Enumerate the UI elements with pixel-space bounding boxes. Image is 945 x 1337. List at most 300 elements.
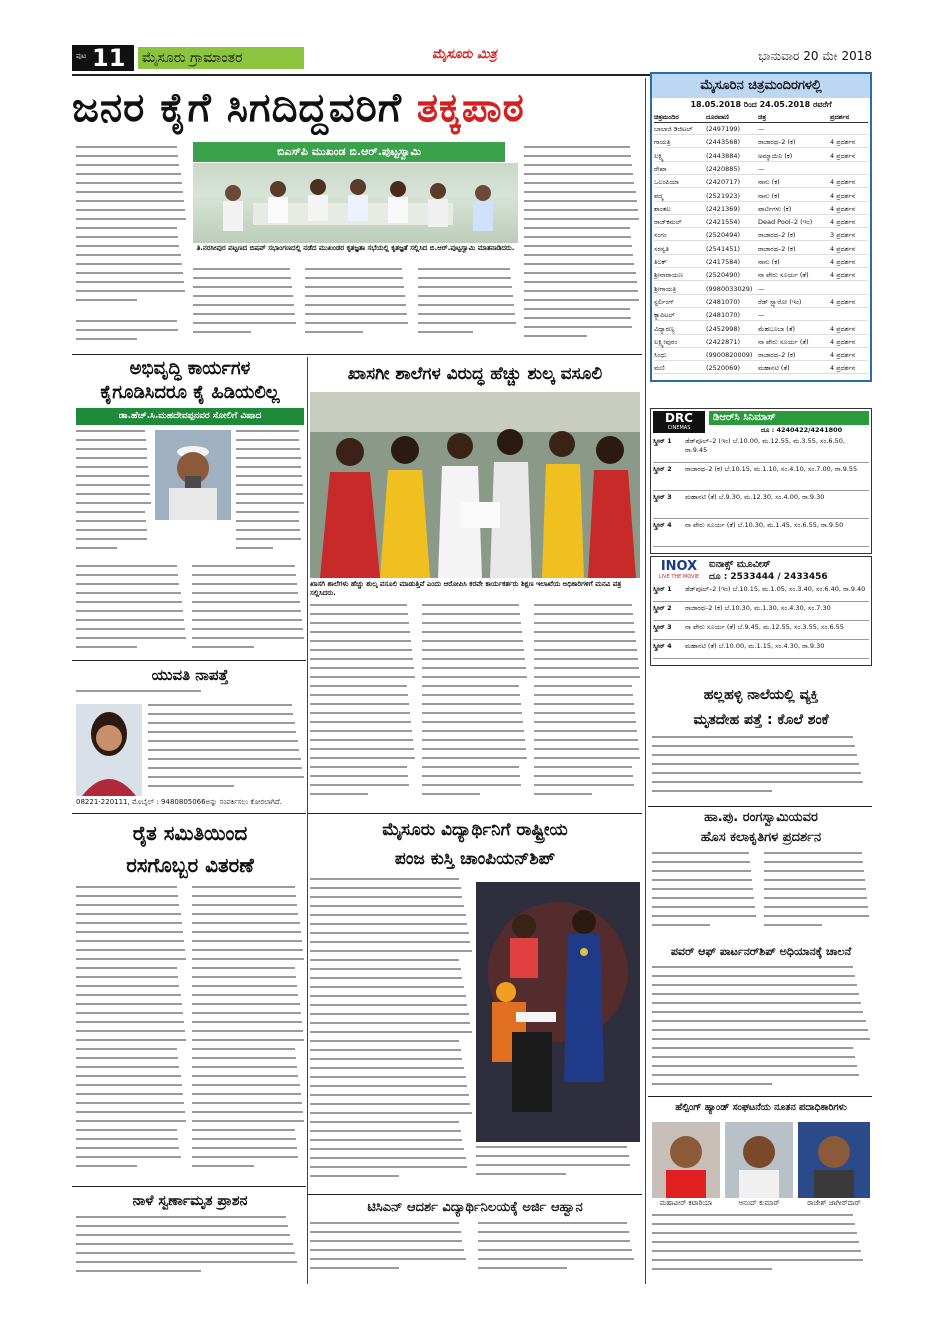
text-line (192, 994, 298, 996)
text-line (652, 861, 750, 863)
cinema-cell-phone: (2421369) (706, 204, 741, 213)
text-line (76, 904, 179, 906)
inox-screen-row (653, 642, 869, 659)
cinema-cell-film: ರೆಡ್ ಸ್ಪ್ಯಾರೋ (ಇಂ) (758, 297, 802, 306)
text-line (76, 547, 117, 549)
text-line (76, 173, 181, 175)
cinema-cell-phone: (9980033029) (706, 284, 753, 293)
text-line (76, 439, 146, 441)
cinema-cell-theatre: ಶಾಂತಲ (654, 204, 671, 213)
inox-logo (653, 559, 705, 583)
text-line (76, 967, 177, 969)
text-line (652, 879, 752, 881)
text-line (534, 721, 636, 723)
lead-headline-black: ಜನರ ಕೈಗೆ ಸಿಗದಿದ್ದವರಿಗೆ (72, 85, 417, 131)
text-line (76, 1120, 186, 1122)
text-line (422, 649, 524, 651)
text-line (76, 646, 137, 648)
text-line (534, 784, 634, 786)
text-line (524, 254, 633, 256)
text-line (76, 994, 181, 996)
inox-screen-text: ನಾ ಪೇರು ಸೂರ್ಯ (ತೆ) ಬೆ.9.45, ಮ.12.55, ಸಂ.3.55, ಸಂ.6.55 (685, 623, 844, 631)
text-line (534, 766, 632, 768)
text-line (422, 604, 519, 606)
text-line (192, 931, 301, 933)
col-film: ಚಿತ್ರ (758, 113, 767, 121)
text-line (76, 209, 185, 211)
cinema-cell-phone: (2520069) (706, 364, 741, 373)
text-line (192, 913, 298, 915)
text-line (76, 281, 184, 283)
text-line (534, 676, 640, 678)
cinema-row (654, 204, 868, 215)
text-line (236, 520, 299, 522)
helping-name-1: ಮಹಾವೀರ್ ಕಟಾರಿಯಾ (659, 1199, 713, 1207)
text-line (418, 286, 512, 288)
text-line (310, 631, 410, 633)
text-line (652, 1214, 853, 1216)
cinema-title: ಮೈಸೂರಿನ ಚಿತ್ರಮಂದಿರಗಳಲ್ಲಿ (652, 74, 870, 98)
drc-screen-text: ನಾ ಪೇರು ಸೂರ್ಯ (ತೆ) ಬೆ.10.30, ಮ.1.45, ಸಂ.6.55, ರಾ.9.50 (685, 521, 844, 529)
lead-photo-art (193, 163, 518, 243)
text-line (310, 995, 466, 997)
text-line (652, 1223, 855, 1225)
text-line (76, 1075, 181, 1077)
cinema-cell-theatre: ಪದ್ಮ (654, 191, 664, 200)
text-line (193, 295, 293, 297)
text-line (192, 976, 296, 978)
dev-portrait-art (155, 430, 231, 520)
text-line (310, 986, 464, 988)
text-line (192, 1030, 303, 1032)
text-line (310, 667, 414, 669)
text-line (534, 613, 633, 615)
dev-portrait (155, 430, 231, 520)
text-line (652, 852, 749, 854)
champion-headline-2: ಪಂಜ ಕುಸ್ತಿ ಚಾಂಪಿಯನ್‌ಶಿಪ್ (394, 849, 556, 869)
text-line (193, 331, 251, 333)
dev-headline-2: ಕೈಗೂಡಿಸಿದರೂ ಕೈ ಹಿಡಿಯಲಿಲ್ಲ (100, 382, 280, 403)
text-line (76, 1012, 183, 1014)
text-line (310, 775, 408, 777)
drc-logo (653, 411, 705, 433)
missing-headline: ಯುವತಿ ನಾಪತ್ತೆ (151, 666, 229, 684)
text-line (310, 1231, 461, 1233)
helping-photo-2-art (725, 1122, 793, 1198)
text-line (652, 897, 754, 899)
cinema-cell-phone: (2497199) (706, 125, 741, 133)
farmer-column-1 (76, 886, 186, 1182)
text-line (193, 268, 290, 270)
text-line (305, 322, 408, 324)
text-line (310, 1058, 462, 1060)
cinema-cell-theatre: ರಾಜ್‌ಕಮಲ್ (654, 218, 682, 227)
text-line (310, 694, 408, 696)
text-line (652, 906, 755, 908)
halli-text (652, 736, 870, 802)
dev-column-3 (76, 565, 186, 655)
tcn-headline: ಟಿಸಿಎನ್ ಆದರ್ಶ ವಿದ್ಯಾರ್ಥಿನಿಲಯಕ್ಕೆ ಅರ್ಜಿ ಆಹ್ವಾನ (367, 1200, 583, 1215)
cinema-row (654, 363, 868, 374)
text-line (305, 304, 406, 306)
text-line (192, 1093, 301, 1095)
cinema-cell-film: — (758, 164, 765, 173)
text-line (422, 703, 521, 705)
inox-box (650, 556, 872, 666)
lead-caption: ತಿ.ನರಸೀಪುರ ಪಟ್ಟಣದ ಬಿಷಪ್ ಸಭಾಂಗಣದಲ್ಲಿ ನಡೆದ ಮುಖಂಡರ ಕೃತಜ್ಞತಾ ಸಭೆಯಲ್ಲಿ ಕೃತಜ್ಞತೆ ಸಲ್ಲಿಸಿದ ಬಿ.ಆರ್.ಪುಟ್ಟಸ್ವಾಮಿ ಮಾತನಾಡಿದರು. (196, 244, 515, 252)
text-line (310, 1076, 466, 1078)
cinema-cell-shows: 4 ಪ್ರದರ್ಶನ (830, 364, 856, 373)
text-line (764, 861, 863, 863)
text-line (652, 870, 751, 872)
text-line (76, 628, 185, 630)
text-line (192, 610, 301, 612)
right-column-divider (645, 78, 646, 1284)
text-line (305, 331, 363, 333)
text-line (422, 775, 520, 777)
cinema-cell-theatre: ಸಂಗಂ (654, 231, 667, 240)
cinema-cell-film: — (758, 311, 765, 320)
text-line (192, 1066, 297, 1068)
inox-screen-row (653, 623, 869, 640)
cinema-cell-theatre: ಗಾಯತ್ರಿ (654, 138, 671, 147)
text-line (422, 748, 526, 750)
text-line (76, 263, 182, 265)
col-phone: ದೂರವಾಣಿ (706, 113, 729, 121)
cinema-row (654, 350, 868, 361)
text-line (236, 511, 299, 513)
text-line (764, 897, 867, 899)
text-line (310, 1148, 464, 1150)
fees-caption: ಖಾಸಗಿ ಶಾಲೆಗಳು ಹೆಚ್ಚು ಶುಲ್ಕ ವಸೂಲಿ ಮಾಡುತ್ತಿವೆ ಎಂದು ಆರೋಪಿಸಿ ಕರವೇ ಕಾರ್ಯಕರ್ತರು ಶಿಕ್ಷಣ ಇಲಾಖೆಯ ಅಧಿಕಾರಿಗಳಿಗೆ ಮನವಿ ಪತ್ರ ಸಲ್ಲಿಸಿದರು. (310, 580, 622, 597)
text-line (524, 218, 639, 220)
inox-screen-row (653, 604, 869, 621)
dev-column-2 (236, 430, 304, 560)
helping-photo-3 (798, 1122, 870, 1198)
text-line (310, 703, 409, 705)
text-line (192, 949, 303, 951)
text-line (310, 739, 413, 741)
dev-column-4 (192, 565, 304, 655)
cinema-cell-theatre: ಲಕ್ಷ್ಮೀಪುರಂ (654, 337, 678, 346)
cinema-cell-film: — (758, 284, 765, 293)
text-line (652, 975, 855, 977)
missing-photo (76, 704, 142, 796)
cinema-cell-theatre: ಸರಸ್ವತಿ (654, 244, 669, 253)
cinema-cell-film: ನಾನು (ಕ) (758, 191, 780, 200)
cinema-cell-shows: 4 ಪ್ರದರ್ಶನ (830, 324, 856, 333)
text-line (76, 690, 201, 692)
cinema-cell-shows: 4 ಪ್ರದರ್ಶನ (830, 258, 856, 266)
text-line (192, 583, 297, 585)
text-line (76, 218, 186, 220)
text-line (652, 1029, 868, 1031)
text-line (422, 730, 524, 732)
cinema-cell-theatre: ಮಣಿ (654, 364, 665, 373)
inox-logo-sub: LIVE THE MOVIE (658, 574, 700, 580)
drc-screen-label: ಸ್ಕ್ರೀನ್ 2 (653, 465, 672, 473)
text-line (76, 601, 182, 603)
text-line (76, 1102, 184, 1104)
text-line (76, 538, 147, 540)
helping-text (652, 1214, 870, 1284)
text-line (652, 790, 772, 792)
lead-kicker: ಬಿಎಸ್‌ಪಿ ಮುಖಂಡ ಬಿ.ಆರ್.ಪುಟ್ಟಸ್ವಾಮಿ (193, 142, 505, 162)
drc-screen-row (653, 437, 869, 463)
text-line (422, 757, 527, 759)
champion-photo-art (476, 882, 640, 1142)
text-line (236, 538, 301, 540)
text-line (534, 622, 634, 624)
cinema-cell-phone: (9900820009) (706, 351, 753, 360)
text-line (192, 1129, 295, 1131)
text-line (310, 730, 412, 732)
text-line (652, 1083, 772, 1085)
text-line (652, 1020, 866, 1022)
text-line (310, 784, 409, 786)
missing-contact: 08221-220111, ಮೊಬೈಲ್ : 9480805066ಅನ್ನು ಸಂಪರ್ಕಿಸಲು ಕೋರಲಾಗಿದೆ. (76, 798, 282, 806)
issue-date: ಭಾನುವಾರ 20 ಮೇ 2018 (758, 49, 872, 63)
text-line (418, 295, 513, 297)
text-line (310, 604, 407, 606)
text-line (193, 313, 295, 315)
champion-column-2 (476, 1146, 640, 1190)
text-line (310, 950, 472, 952)
text-line (76, 1243, 293, 1245)
lead-headline (72, 80, 642, 136)
text-line (76, 200, 184, 202)
drc-screens (653, 437, 869, 551)
text-line (192, 1147, 297, 1149)
text-line (478, 1267, 567, 1269)
text-line (76, 565, 177, 567)
inox-screen-label: ಸ್ಕ್ರೀನ್ 4 (653, 642, 672, 650)
text-line (148, 713, 293, 715)
text-line (310, 905, 464, 907)
text-line (422, 613, 520, 615)
cinema-cell-film: ರಾಜಾರಥ–2 (ಕ) (758, 351, 796, 360)
text-line (76, 320, 177, 322)
text-line (310, 613, 408, 615)
text-line (192, 904, 297, 906)
text-line (76, 985, 179, 987)
fees-column-1 (310, 604, 415, 809)
helping-headline: ಹೆಲ್ಪಿಂಗ್ ಹ್ಯಾಂಡ್ ಸಂಘಟನೆಯ ನೂತನ ಪದಾಧಿಕಾರಿಗಳು (675, 1102, 847, 1113)
cinema-cell-phone: (2421554) (706, 218, 741, 227)
cinema-cell-shows: 4 ಪ್ರದರ್ಶನ (830, 138, 856, 147)
text-line (148, 758, 301, 760)
farmer-headline-2: ರಸಗೊಬ್ಬರ ವಿತರಣೆ (126, 853, 254, 877)
missing-text (148, 704, 304, 796)
text-line (418, 313, 515, 315)
text-line (652, 924, 710, 926)
text-line (524, 209, 638, 211)
text-line (534, 631, 635, 633)
text-line (192, 574, 296, 576)
text-line (418, 322, 516, 324)
cinema-header (654, 112, 868, 123)
text-line (422, 685, 519, 687)
text-line (310, 1040, 459, 1042)
halli-headline-2: ಮೃತದೇಹ ಪತ್ತೆ : ಕೊಲೆ ಶಂಕೆ (693, 712, 829, 728)
text-line (524, 146, 630, 148)
text-line (418, 304, 514, 306)
text-line (534, 712, 635, 714)
text-line (534, 685, 632, 687)
cinema-row (654, 164, 868, 175)
centre-left-divider (307, 357, 308, 813)
art-column-2 (764, 852, 870, 938)
cinema-row (654, 151, 868, 162)
drc-screen-text: ಮಹಾನಟಿ (ತೆ) ಬೆ.9.30, ಮ.12.30, ಸಂ.4.00, ರಾ.9.30 (685, 493, 825, 501)
text-line (76, 475, 149, 477)
text-line (422, 712, 522, 714)
text-line (192, 565, 295, 567)
text-line (310, 896, 462, 898)
cinema-cell-phone: (2481070) (706, 297, 741, 306)
text-line (192, 1165, 254, 1167)
text-line (422, 694, 520, 696)
drc-screen-text: ಡೆಡ್‌ಪೂಲ್–2 (ಇಂ) ಬೆ.10.00, ಮ.12.55, ಮ.3.55, ಸಂ.6.50, ರಾ.9.45 (685, 437, 845, 454)
text-line (192, 985, 297, 987)
cinema-cell-film: ಅಮ್ಮಾಯಿನಿ (ಕ) (758, 151, 793, 160)
champion-bottom-rule (307, 1194, 642, 1195)
tcn-column-2 (478, 1222, 640, 1284)
text-line (652, 1038, 870, 1040)
text-line (310, 1022, 470, 1024)
cinema-row (654, 177, 868, 188)
art-headline-1: ಹಾ.ಪು. ರಂಗಸ್ವಾಮಿಯವರ (704, 810, 818, 825)
text-line (305, 313, 407, 315)
cinema-cell-theatre: ಸಿಂಧು (654, 351, 667, 360)
cinema-row (654, 310, 868, 321)
text-line (310, 1103, 470, 1105)
text-line (192, 1138, 296, 1140)
text-line (76, 1048, 177, 1050)
inox-screen-text: ಮಹಾನಟಿ (ತೆ) ಬೆ.10.00, ಮ.1.15, ಸಂ.4.30, ರಾ.9.30 (685, 642, 825, 650)
text-line (310, 1112, 472, 1114)
cinema-cell-phone: (2422871) (706, 337, 741, 346)
text-line (76, 1057, 178, 1059)
text-line (76, 520, 146, 522)
text-line (310, 887, 461, 889)
text-line (534, 730, 637, 732)
cinema-cell-shows: 4 ಪ್ರದರ್ಶನ (830, 244, 856, 253)
text-line (310, 649, 412, 651)
text-line (418, 331, 473, 333)
drc-screen-text: ರಾಜಾರಥ–2 (ಕ) ಬೆ.10.15, ಮ.1.10, ಸಂ.4.10, ಸಂ.7.00, ರಾ.9.55 (685, 465, 858, 473)
text-line (422, 739, 525, 741)
text-line (76, 290, 185, 292)
cinema-row (654, 191, 868, 202)
text-line (236, 475, 302, 477)
text-line (192, 1084, 300, 1086)
text-line (534, 748, 639, 750)
text-line (310, 977, 462, 979)
champion-column-1 (310, 878, 472, 1190)
cinema-cell-phone: (2443884) (706, 151, 741, 160)
text-line (524, 173, 633, 175)
text-line (524, 290, 638, 292)
text-line (76, 949, 185, 951)
cinema-cell-theatre: ತಿಲಕ್ (654, 258, 667, 266)
text-line (652, 781, 863, 783)
art-headline-2: ಹೊಸ ಕಲಾಕೃತಿಗಳ ಪ್ರದರ್ಶನ (700, 830, 822, 845)
text-line (76, 493, 150, 495)
text-line (192, 895, 296, 897)
text-line (524, 317, 631, 319)
text-line (76, 922, 182, 924)
cinema-cell-theatre: ಲಕ್ಷ್ಮಿ (654, 151, 664, 160)
text-line (310, 1249, 464, 1251)
text-line (305, 295, 405, 297)
text-line (534, 694, 633, 696)
cinema-cell-theatre: ಕ್ಯಾಪಿಟಲ್ (654, 311, 675, 320)
text-line (305, 268, 402, 270)
text-line (310, 932, 469, 934)
text-line (76, 592, 181, 594)
text-line (192, 1075, 298, 1077)
text-line (652, 1241, 859, 1243)
text-line (76, 299, 137, 301)
text-line (192, 1012, 301, 1014)
text-line (76, 182, 182, 184)
text-line (76, 329, 178, 331)
drc-screen-label: ಸ್ಕ್ರೀನ್ 4 (653, 521, 672, 529)
text-line (193, 322, 296, 324)
page-number: 11 (92, 44, 126, 72)
text-line (764, 915, 869, 917)
text-line (192, 1057, 296, 1059)
lead-column-1b (76, 320, 186, 350)
text-line (193, 304, 294, 306)
text-line (76, 574, 178, 576)
text-line (76, 164, 179, 166)
text-line (310, 685, 407, 687)
text-line (310, 1049, 461, 1051)
text-line (310, 658, 413, 660)
cinema-cell-film: ಮೆಹಬೂಬಾ (ತೆ) (758, 324, 796, 333)
text-line (476, 1164, 630, 1166)
text-line (76, 272, 183, 274)
cinema-dates: 18.05.2018 ರಿಂದ 24.05.2018 ರವರೆಗೆ (690, 100, 832, 109)
cinema-row (654, 230, 868, 241)
dev-subhead: ಡಾ.ಹೆಚ್.ಸಿ.ಮಹದೇವಪ್ಪನವರ ಸೋಲಿಗೆ ವಿಷಾದ (76, 408, 304, 425)
text-line (764, 879, 865, 881)
text-line (534, 658, 638, 660)
text-line (310, 748, 414, 750)
text-line (76, 1165, 137, 1167)
text-line (76, 619, 184, 621)
drc-phone: ದೂ : 4240422/4241800 (761, 426, 843, 434)
cinema-cell-film: ನಾ ಪೇರು ಸೂರ್ಯ (ತೆ) (758, 271, 809, 280)
text-line (652, 993, 859, 995)
drc-title: ಡಿಆರ್‌ಸಿ ಸಿನಿಮಾಸ್ (709, 411, 869, 425)
text-line (193, 286, 292, 288)
lead-column-4 (418, 268, 518, 348)
text-line (76, 448, 147, 450)
text-line (76, 1252, 295, 1254)
text-line (422, 667, 526, 669)
text-line (76, 1147, 179, 1149)
text-line (236, 430, 299, 432)
champion-photo (476, 882, 640, 1142)
fees-column-2 (422, 604, 527, 809)
text-line (76, 931, 183, 933)
text-line (192, 619, 302, 621)
text-line (524, 245, 632, 247)
text-line (192, 922, 300, 924)
